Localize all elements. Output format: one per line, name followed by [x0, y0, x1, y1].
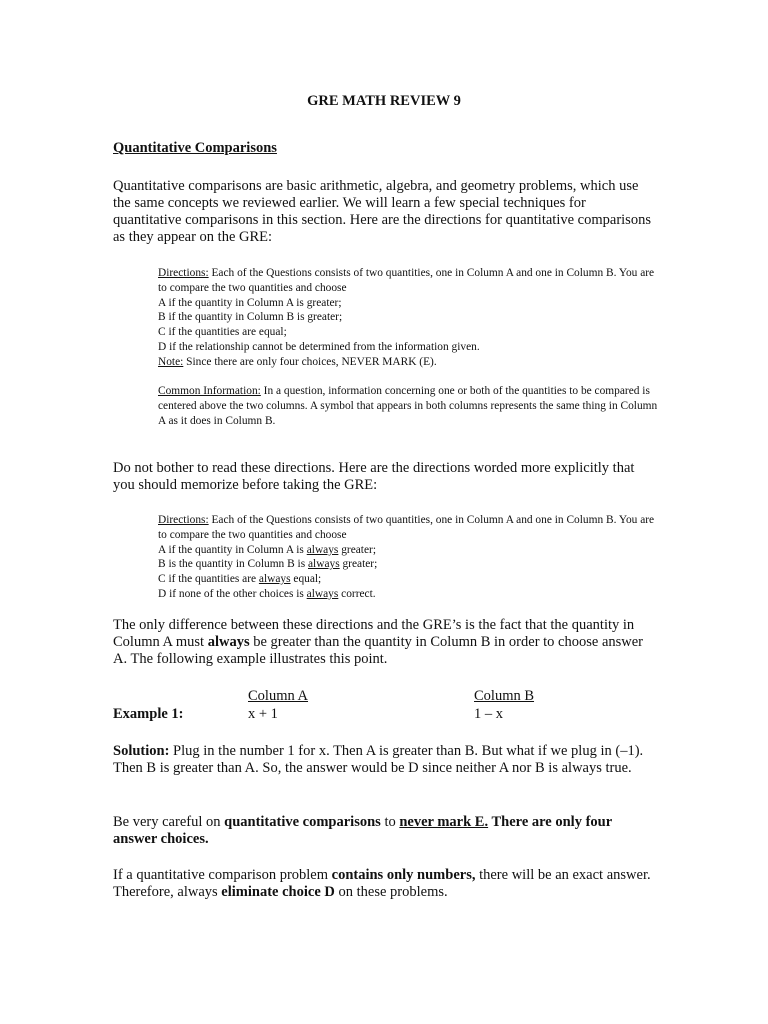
- difference-post: be greater than the quantity in Column B in order to choose answer A. The following example illustrates this point.: [113, 634, 644, 667]
- solution-paragraph: [113, 743, 653, 777]
- explicit-choice-c: [158, 572, 658, 587]
- numbers-post: on these problems.: [334, 884, 448, 900]
- column-b-value: 1 – x: [474, 706, 503, 722]
- explicit-choice-c-always: always: [258, 573, 291, 586]
- numbers-mid: there will be an exact answer. Therefore, always: [113, 867, 651, 900]
- careful-pre: Be very careful on: [113, 814, 225, 830]
- page-title: GRE MATH REVIEW 9: [307, 93, 461, 109]
- explicit-directions-text: Each of the Questions consists of two quantities, one in Column A and one in Column B. You are to compare the two quantities and choose: [158, 514, 655, 541]
- explicit-choice-b-always: always: [308, 558, 340, 571]
- bother-text: Do not bother to read these directions. Here are the directions worded more explicitly that you should memorize before taking the GRE:: [113, 460, 635, 493]
- solution-text: [113, 743, 653, 777]
- common-text: In a question, information concerning one or both of the quantities to be compared is centered above the two columns. A symbol that appears in both columns represents the same thing in Column A as it does in Column B.: [158, 385, 658, 427]
- explicit-choice-c-post: equal;: [290, 573, 322, 586]
- intro-paragraph: [113, 178, 653, 246]
- difference-pre: The only difference between these directions and the GRE’s is the fact that the quantity in Column A must: [113, 617, 635, 650]
- intro-text: Quantitative comparisons are basic arithmetic, algebra, and geometry problems, which use the same concepts we reviewed earlier. We will learn a few special techniques for quantitative comparisons in this section. Here are the directions for quantitative comparisons as they appear on the GRE:: [113, 178, 651, 245]
- explicit-choice-a-post: greater;: [338, 543, 376, 556]
- careful-never-mark-e: never mark E.: [399, 814, 489, 830]
- choice-d: D if the relationship cannot be determined from the information given.: [158, 340, 480, 353]
- explicit-choice-d-pre: D if none of the other choices is: [158, 587, 307, 600]
- difference-text: [113, 617, 653, 668]
- column-a-value: x + 1: [248, 706, 278, 722]
- explicit-choice-d-always: always: [306, 587, 339, 600]
- section-heading: Quantitative Comparisons: [113, 140, 277, 156]
- difference-always: always: [207, 634, 250, 650]
- numbers-bold-only-numbers: contains only numbers,: [331, 867, 476, 883]
- directions-label: Directions:: [158, 267, 209, 279]
- explicit-choice-b: [158, 557, 658, 572]
- common-information: [158, 384, 658, 428]
- explicit-choice-b-post: greater;: [339, 558, 378, 571]
- explicit-choice-a: [158, 543, 658, 558]
- choice-b: B if the quantity in Column B is greater;: [158, 311, 343, 324]
- example-label: Example 1:: [113, 706, 184, 722]
- explicit-choice-c-pre: C if the quantities are: [158, 573, 259, 586]
- explicit-directions-intro: [158, 513, 658, 543]
- common-information-text: [158, 384, 658, 428]
- note-text: Since there are only four choices, NEVER MARK (E).: [183, 355, 437, 368]
- directions-text: Each of the Questions consists of two quantities, one in Column A and one in Column B. You are to compare the two quantities and choose: [158, 267, 655, 294]
- explicit-choice-d: [158, 587, 658, 602]
- bother-paragraph: [113, 460, 653, 494]
- careful-bold-qc: quantitative comparisons: [224, 814, 381, 830]
- official-directions-intro: [158, 266, 658, 296]
- numbers-bold-eliminate-d: eliminate choice D: [221, 884, 335, 900]
- column-a-header: Column A: [248, 688, 309, 704]
- explicit-directions-label: Directions:: [158, 514, 209, 526]
- explicit-choice-d-post: correct.: [338, 587, 376, 600]
- official-directions: [158, 266, 658, 370]
- difference-paragraph: [113, 617, 653, 668]
- numbers-pre: If a quantitative comparison problem: [113, 867, 332, 883]
- column-b-header: Column B: [474, 688, 535, 704]
- choice-a: A if the quantity in Column A is greater;: [158, 296, 342, 309]
- explicit-choice-b-pre: B is the quantity in Column B is: [158, 558, 308, 571]
- careful-mid: to: [380, 814, 400, 830]
- careful-paragraph: [113, 814, 653, 848]
- explicit-directions: [158, 513, 658, 602]
- numbers-text: [113, 867, 653, 901]
- note-line: [158, 355, 658, 370]
- solution-body: Plug in the number 1 for x. Then A is greater than B. But what if we plug in (–1). Then B is greater than A. So, the answer would be D since neither A nor B is always true.: [113, 743, 644, 776]
- explicit-choice-a-pre: A if the quantity in Column A is: [158, 543, 307, 556]
- note-label: Note:: [158, 355, 184, 368]
- choice-c: C if the quantities are equal;: [158, 326, 287, 339]
- numbers-paragraph: [113, 867, 653, 901]
- careful-four-choices: There are only four answer choices.: [113, 814, 612, 847]
- careful-text: [113, 814, 653, 848]
- solution-label: Solution:: [113, 743, 170, 759]
- explicit-choice-a-always: always: [306, 543, 339, 556]
- common-label: Common Information:: [158, 385, 261, 397]
